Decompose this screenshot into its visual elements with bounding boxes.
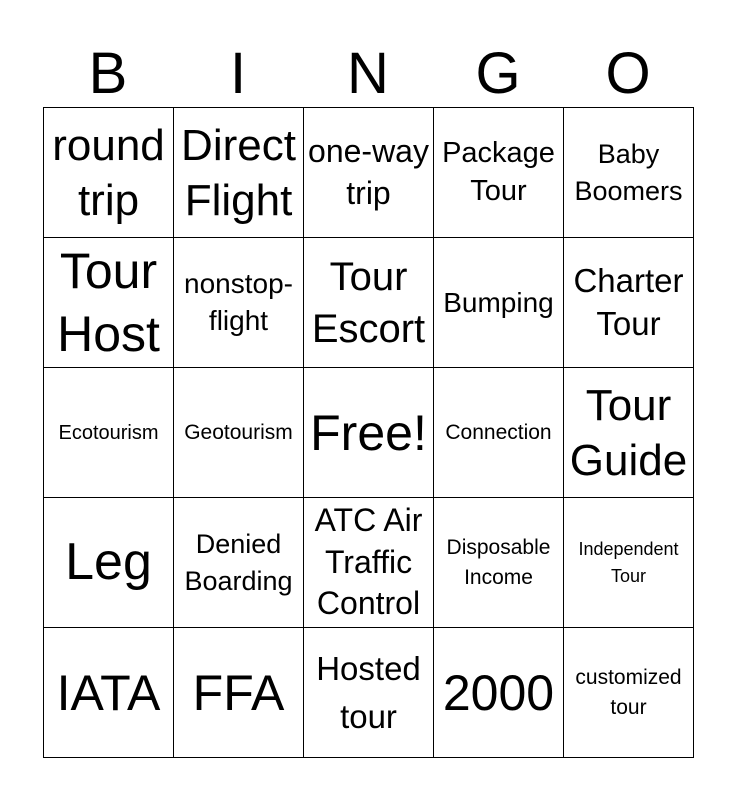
- bingo-cell-text: Denied Boarding: [184, 529, 293, 596]
- bingo-cell[interactable]: [564, 108, 694, 238]
- bingo-cell-text: Ecotourism: [58, 421, 159, 444]
- bingo-cell[interactable]: [304, 238, 434, 368]
- bingo-cell[interactable]: [174, 498, 304, 628]
- bingo-cell[interactable]: [304, 498, 434, 628]
- bingo-cell[interactable]: [174, 108, 304, 238]
- board-row: [44, 498, 694, 628]
- bingo-cell-text: Independent Tour: [578, 539, 679, 586]
- board-row: [44, 238, 694, 368]
- header-letter-i: I: [229, 41, 247, 106]
- bingo-cell-text: Tour Host: [57, 243, 160, 362]
- bingo-cell-text: Geotourism: [184, 420, 293, 444]
- bingo-cell-text: nonstop-flight: [184, 268, 293, 336]
- bingo-cell[interactable]: [434, 238, 564, 368]
- bingo-cell-text: Charter Tour: [573, 261, 684, 342]
- bingo-cell[interactable]: [564, 628, 694, 758]
- bingo-cell[interactable]: [44, 368, 174, 498]
- board-row: [44, 628, 694, 758]
- bingo-cell[interactable]: [44, 108, 174, 238]
- bingo-cell-text: Hosted tour: [316, 649, 421, 735]
- bingo-cell-text: Free!: [310, 404, 427, 461]
- bingo-cell-text: Disposable Income: [446, 536, 551, 589]
- board-row: [44, 368, 694, 498]
- bingo-cell-text: Leg: [65, 533, 152, 592]
- bingo-cell-text: Tour Escort: [311, 254, 426, 351]
- bingo-cell-text: FFA: [192, 664, 285, 721]
- bingo-cell-text: ATC Air Traffic Control: [314, 502, 423, 622]
- bingo-cell-text: 2000: [442, 664, 555, 721]
- bingo-cell[interactable]: [434, 498, 564, 628]
- bingo-cell[interactable]: [434, 368, 564, 498]
- bingo-cell[interactable]: [44, 628, 174, 758]
- header-letter-b: B: [88, 41, 128, 106]
- bingo-cell[interactable]: [174, 368, 304, 498]
- bingo-cell[interactable]: [44, 238, 174, 368]
- bingo-cell[interactable]: [174, 238, 304, 368]
- bingo-cell[interactable]: [564, 368, 694, 498]
- board-row: [44, 108, 694, 238]
- bingo-cell-text: Bumping: [443, 286, 554, 318]
- header-letter-g: G: [475, 41, 521, 106]
- bingo-cell[interactable]: [304, 368, 434, 498]
- bingo-cell-text: customized tour: [575, 666, 682, 719]
- bingo-cell[interactable]: [174, 628, 304, 758]
- bingo-header: [43, 42, 693, 106]
- header-letter-n: N: [347, 41, 389, 106]
- bingo-cell[interactable]: [564, 238, 694, 368]
- bingo-cell[interactable]: [304, 628, 434, 758]
- header-letter-o: O: [605, 41, 651, 106]
- bingo-cell-text: Direct Flight: [181, 120, 296, 225]
- bingo-cell-text: round trip: [52, 120, 165, 225]
- bingo-cell[interactable]: [44, 498, 174, 628]
- bingo-cell-text: Connection: [445, 420, 552, 444]
- bingo-board: [43, 107, 694, 758]
- bingo-cell-text: Baby Boomers: [574, 139, 683, 206]
- bingo-cell-text: one-way trip: [308, 132, 429, 211]
- bingo-cell[interactable]: [564, 498, 694, 628]
- bingo-cell-text: IATA: [56, 664, 161, 721]
- bingo-cell[interactable]: [434, 628, 564, 758]
- bingo-cell-text: Tour Guide: [569, 380, 688, 485]
- bingo-cell-text: Package Tour: [442, 136, 555, 207]
- bingo-cell[interactable]: [434, 108, 564, 238]
- bingo-cell[interactable]: [304, 108, 434, 238]
